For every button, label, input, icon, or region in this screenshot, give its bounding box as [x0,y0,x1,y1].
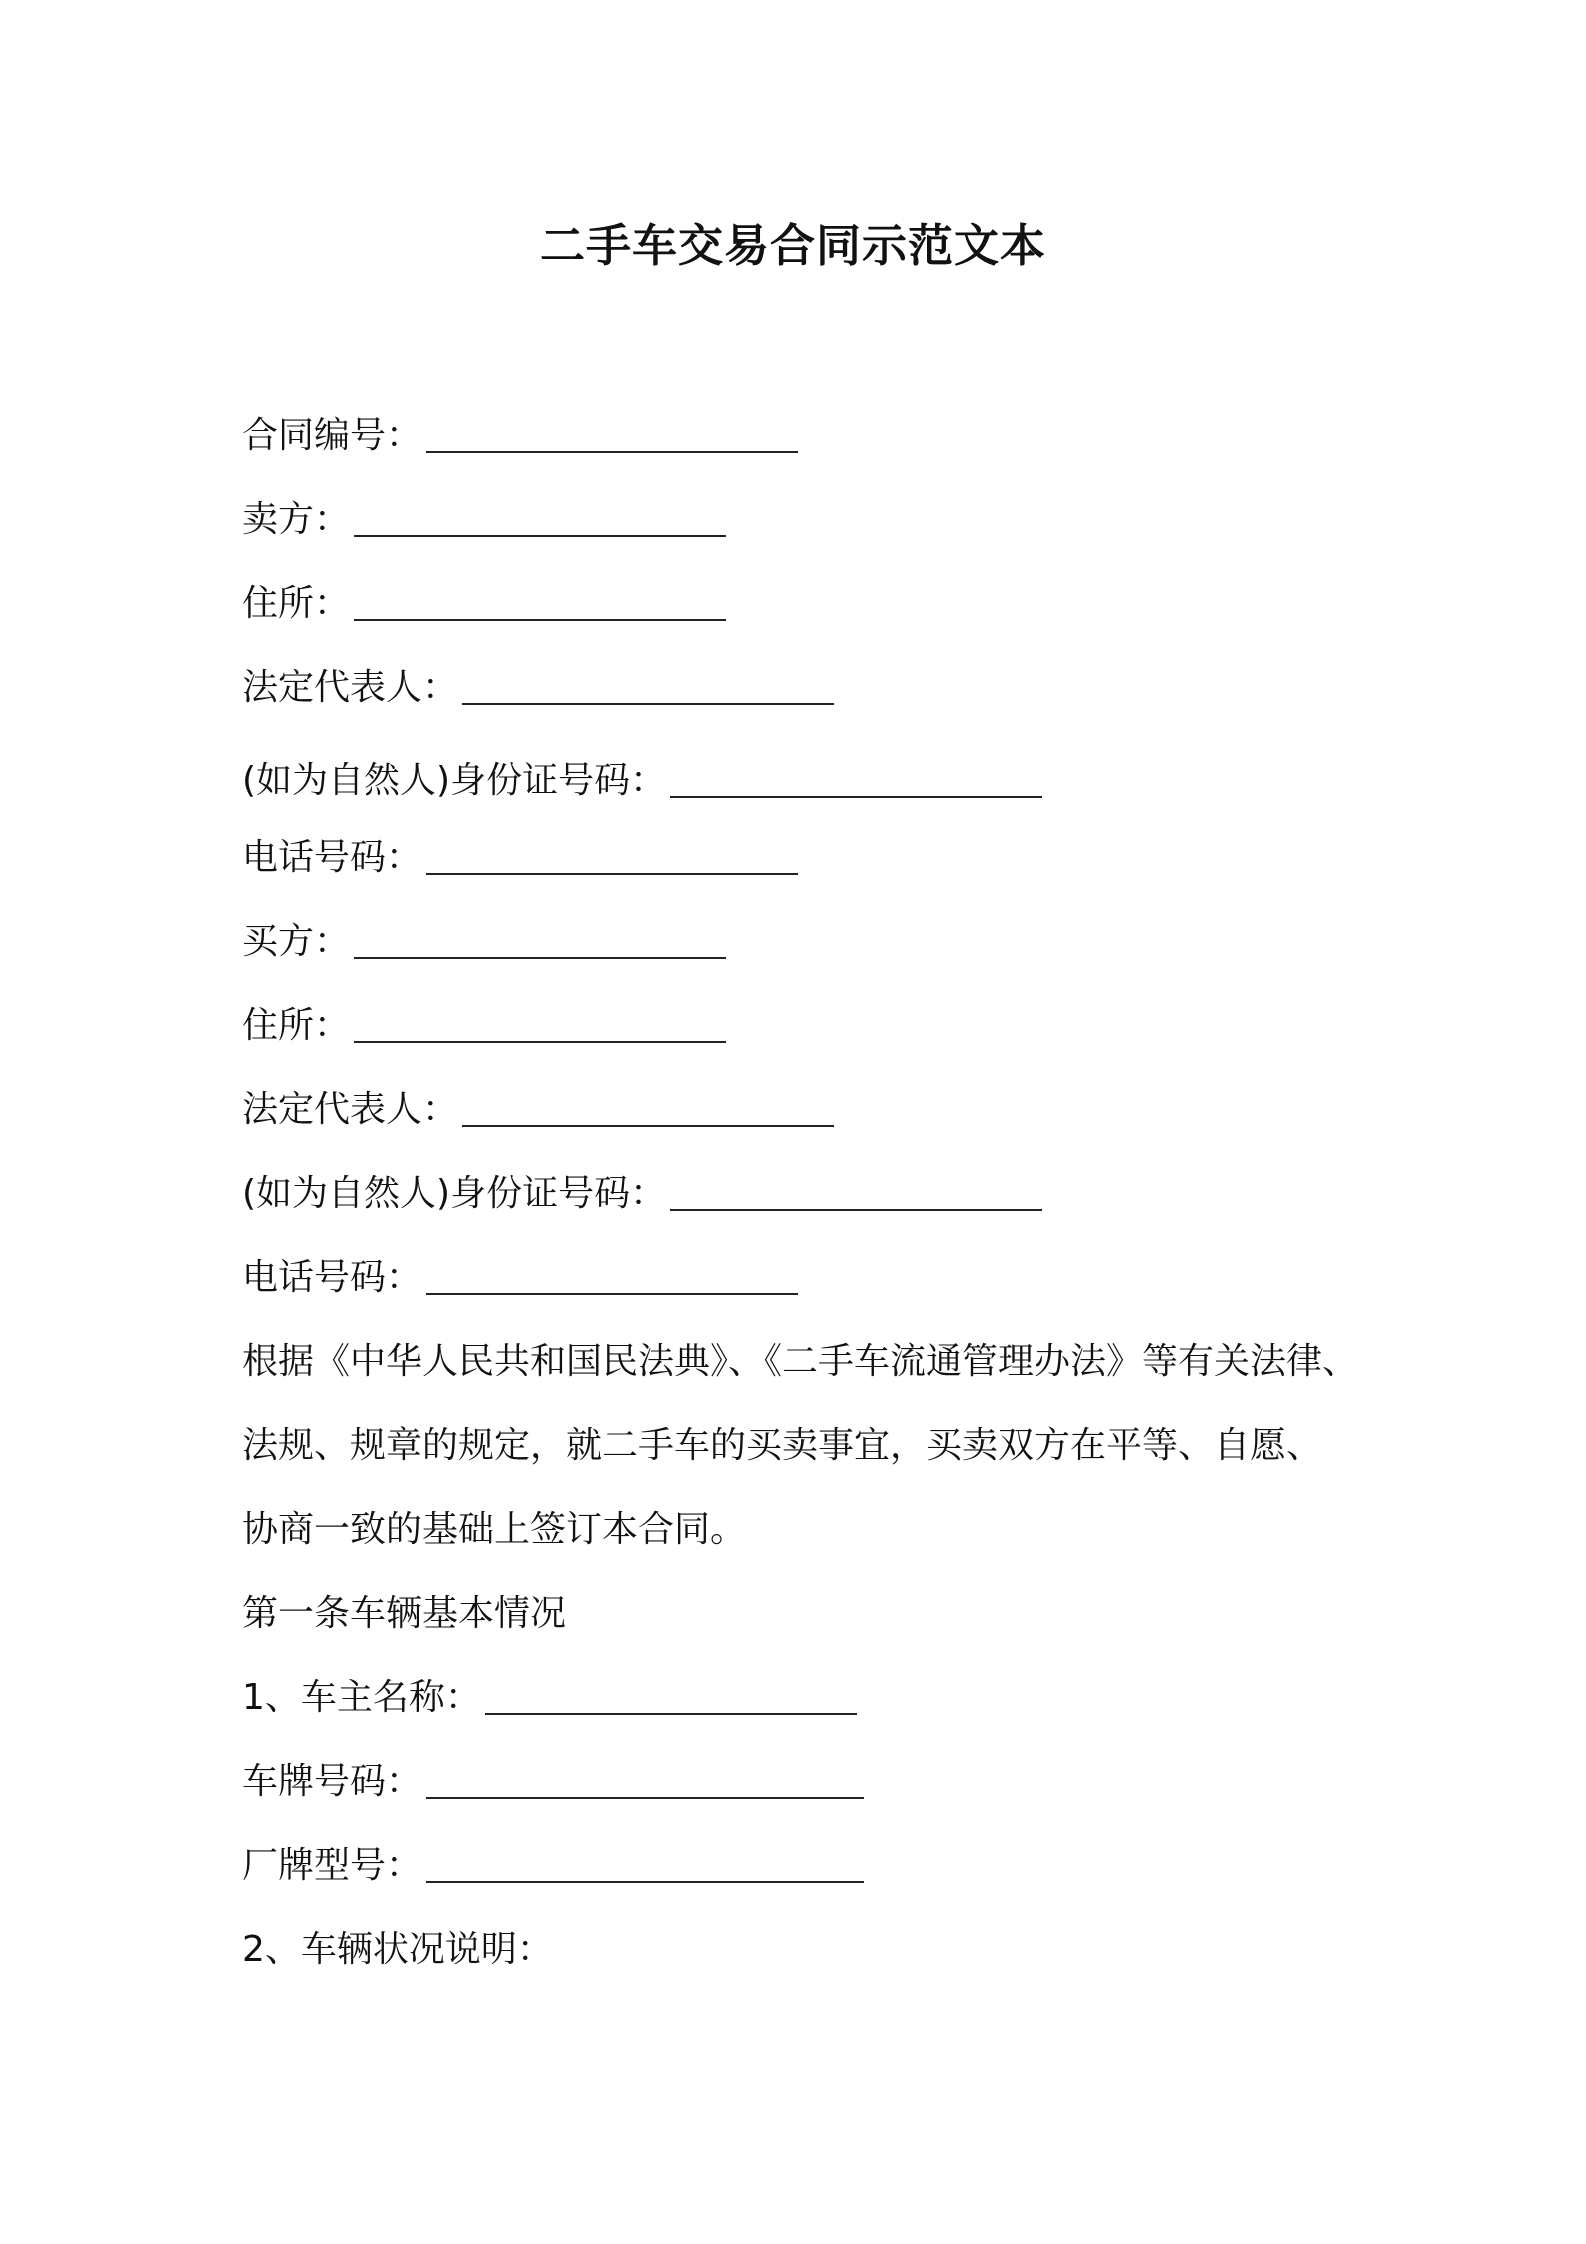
buyer-name-blank[interactable] [354,925,726,959]
plate-number-label: 车牌号码： [242,1761,423,1802]
seller-name-row [242,496,726,544]
preamble-text-1: 根据《中华人民共和国民法典》、《二手车流通管理办法》等有关法律、 [242,1341,1359,1382]
article-1-heading: 第一条车辆基本情况 [242,1593,567,1634]
buyer-legal-rep-blank[interactable] [462,1093,834,1127]
document-title: 二手车交易合同示范文本 [539,219,1046,272]
seller-legal-rep-row [242,664,834,712]
contract-number-label: 合同编号： [242,415,423,456]
preamble-text-2: 法规、规章的规定，就二手车的买卖事宜，买卖双方在平等、自愿、 [242,1425,1323,1466]
buyer-name-row [242,918,726,966]
brand-model-label: 厂牌型号： [242,1845,423,1886]
seller-name-label: 卖方： [242,499,351,540]
buyer-legal-rep-label: 法定代表人： [242,1089,459,1130]
seller-legal-rep-label: 法定代表人： [242,667,459,708]
buyer-legal-rep-row [242,1086,834,1134]
seller-phone-label: 电话号码： [242,837,423,878]
buyer-id-blank[interactable] [670,1177,1042,1211]
seller-id-blank[interactable] [670,764,1042,798]
preamble-text-3: 协商一致的基础上签订本合同。 [242,1509,747,1550]
article-1-heading-row [242,1590,566,1638]
contract-number-row [242,412,798,460]
buyer-phone-row [242,1254,798,1302]
preamble-line-2 [242,1422,1322,1470]
plate-number-blank[interactable] [426,1765,864,1799]
buyer-address-label: 住所： [242,1005,351,1046]
buyer-id-row [242,1170,1042,1218]
seller-id-label: (如为自然人)身份证号码： [242,760,667,801]
brand-model-blank[interactable] [426,1849,864,1883]
seller-phone-row [242,834,798,882]
buyer-name-label: 买方： [242,921,351,962]
preamble-line-1 [242,1338,1358,1386]
buyer-phone-label: 电话号码： [242,1257,423,1298]
vehicle-owner-label: 1、车主名称： [242,1677,481,1718]
buyer-address-row [242,1002,726,1050]
contract-number-blank[interactable] [426,419,798,453]
seller-address-label: 住所： [242,583,351,624]
brand-model-row [242,1842,864,1890]
buyer-phone-blank[interactable] [426,1261,798,1295]
vehicle-owner-row [242,1674,857,1722]
seller-id-row [242,757,1042,805]
seller-legal-rep-blank[interactable] [462,671,834,705]
vehicle-condition-row [242,1926,553,1974]
preamble-line-3 [242,1506,746,1554]
vehicle-condition-label: 2、车辆状况说明： [242,1929,553,1970]
buyer-address-blank[interactable] [354,1009,726,1043]
seller-address-blank[interactable] [354,587,726,621]
buyer-id-label: (如为自然人)身份证号码： [242,1173,667,1214]
plate-number-row [242,1758,864,1806]
seller-address-row [242,580,726,628]
seller-name-blank[interactable] [354,503,726,537]
vehicle-owner-blank[interactable] [485,1681,857,1715]
seller-phone-blank[interactable] [426,841,798,875]
